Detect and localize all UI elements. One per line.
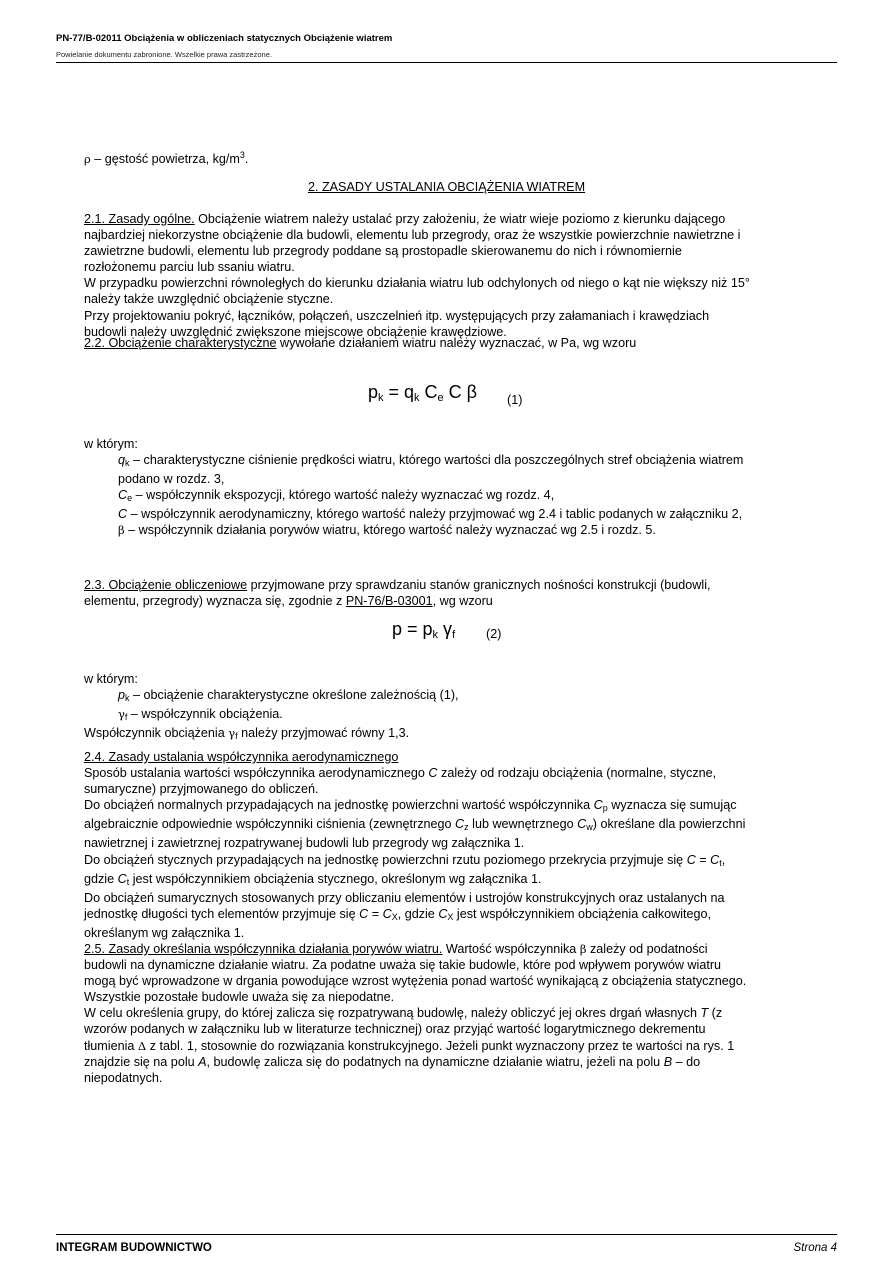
text-line <box>84 1038 824 1054</box>
text-run: mogą być wprowadzone w drgania powodujące wzrost wytężenia ponad wartość wynikającą z obciążenia statycznego. <box>84 974 747 989</box>
section-2-1 <box>84 211 824 340</box>
text-line <box>84 749 824 765</box>
text-run: z <box>464 822 469 833</box>
page-number: Strona 4 <box>793 1242 837 1254</box>
text-line <box>84 308 824 324</box>
formula-symbol: C β <box>443 382 478 402</box>
text-line <box>84 852 824 871</box>
text-run: jest współczynnikiem obciążenia całkowitego, <box>453 906 712 921</box>
text-run: q <box>118 453 126 468</box>
text-run: – współczynnik aerodynamiczny, którego wartość należy przyjmować wg 2.4 i tablic podanych w załączniku 2, <box>127 507 743 522</box>
text-run: C <box>577 817 587 832</box>
text-run: , <box>721 852 726 867</box>
text-run: γ <box>228 726 236 741</box>
text-run: jest współczynnikiem obciążenia stycznego, określonym wg załącznika 1. <box>129 871 542 886</box>
text-run: zależy od rodzaju obciążenia (normalne, styczne, <box>437 766 717 781</box>
text-run: – współczynnik obciążenia. <box>127 707 283 722</box>
text-run: algebraicznie odpowiednie współczynniki ciśnienia (zewnętrznego <box>84 817 456 832</box>
text-run: , budowlę zalicza się do podatnych na dynamiczne działanie wiatru, jeżeli na polu <box>206 1054 664 1069</box>
footer-publisher: INTEGRAM BUDOWNICTWO <box>56 1242 212 1254</box>
text-run: należy przyjmować równy 1,3. <box>237 726 410 741</box>
text-line <box>84 335 824 351</box>
text-run: C <box>455 817 465 832</box>
underlined-text: 2.2. Obciążenie charakterystyczne <box>84 336 277 350</box>
section-2-4 <box>84 749 824 941</box>
text-run: B <box>663 1054 673 1069</box>
text-run: lub wewnętrznego <box>468 817 578 832</box>
text-run: t <box>719 857 722 868</box>
text-line <box>84 925 824 941</box>
text-run: β <box>118 523 125 538</box>
formula-symbol: q <box>404 382 415 402</box>
text-run: – współczynnik działania porywów wiatru, którego wartość należy wyznaczać wg 2.5 i rozdz. 5. <box>124 523 656 538</box>
text-line <box>84 973 824 989</box>
formula-subscript: e <box>437 392 444 404</box>
text-run: znajdzie się na polu <box>84 1054 199 1069</box>
formula-symbol: C <box>419 382 438 402</box>
text-run: p <box>602 803 608 814</box>
text-line <box>84 577 824 593</box>
text-line <box>84 211 824 227</box>
text-run: Δ <box>137 1038 147 1053</box>
section-2-3 <box>84 577 824 609</box>
underlined-text: PN-76/B-03001 <box>345 594 433 609</box>
header-title: PN-77/B-02011 Obciążenia w obliczeniach statycznych Obciążenie wiatrem <box>56 33 393 44</box>
text-run: podano w rozdz. 3, <box>118 472 225 487</box>
text-run: . <box>244 152 249 166</box>
text-run: C <box>686 852 696 867</box>
underlined-text: 2.5. Zasady określania współczynnika działania porywów wiatru. <box>84 942 443 956</box>
formula-1-legend <box>84 436 824 539</box>
text-run: 3 <box>239 150 245 160</box>
text-line <box>84 471 824 487</box>
formula-2 <box>392 619 455 641</box>
equation-number-1: (1) <box>507 393 523 407</box>
text-line <box>84 243 824 259</box>
text-run: sumaryczne) przyjmowanego do obliczeń. <box>84 782 319 797</box>
text-run: Przy projektowaniu pokryć, łączników, połączeń, uszczelnień itp. występujących przy załamaniach i krawędziach <box>84 308 710 323</box>
text-line <box>84 941 824 957</box>
text-line <box>84 871 824 890</box>
text-run: Wszystkie pozostałe budowle uważa się za niepodatne. <box>84 990 395 1005</box>
text-run: budowli na dynamiczne działanie wiatru. Za podatne uważa się takie budowle, które pod wpływem porywów wiatru <box>84 958 722 973</box>
text-line <box>84 835 824 851</box>
text-line <box>84 816 824 835</box>
section-2-5 <box>84 941 824 1086</box>
text-run: przyjmowane przy sprawdzaniu stanów granicznych nośności konstrukcji (budowli, <box>247 578 711 592</box>
text-run: γ <box>118 707 125 722</box>
text-run: k <box>125 458 130 469</box>
text-line <box>84 227 824 243</box>
formula-subscript: k <box>414 392 420 404</box>
text-run: Do obciążeń stycznych przypadających na jednostkę powierzchni rzutu poziomego przekrycia przyjmuje się <box>84 852 687 867</box>
text-run: k <box>125 693 130 704</box>
text-line <box>84 275 824 291</box>
text-line <box>84 291 824 307</box>
formula-subscript: f <box>452 629 456 641</box>
underlined-text: 2.3. Obciążenie obliczeniowe <box>84 578 248 592</box>
text-line <box>84 147 824 167</box>
text-run: określanym wg załącznika 1. <box>84 925 245 940</box>
text-run: W celu określenia grupy, do której zalicza się rozpatrywaną budowlę, należy obliczyć jej okres drgań własnych <box>84 1006 701 1021</box>
rho-definition <box>84 147 824 167</box>
text-run: ρ <box>84 152 91 166</box>
formula-symbol: p <box>392 619 403 639</box>
text-run: , wg wzoru <box>432 594 493 609</box>
text-run: C <box>438 906 448 921</box>
text-line <box>84 259 824 275</box>
text-run: X <box>391 911 398 922</box>
formula-symbol: p <box>368 382 379 402</box>
header-divider <box>56 62 837 63</box>
text-run: C <box>710 852 720 867</box>
text-run: tłumienia <box>84 1038 138 1053</box>
formula-symbol: p <box>422 619 433 639</box>
text-run: , gdzie <box>397 906 439 921</box>
section-heading: 2. ZASADY USTALANIA OBCIĄŻENIA WIATREM <box>307 180 586 194</box>
text-run: – gęstość powietrza, kg/m <box>90 152 240 166</box>
underlined-text: 2.1. Zasady ogólne. <box>84 212 195 226</box>
text-run: – obciążenie charakterystyczne określone zależnością (1), <box>129 688 459 703</box>
text-line <box>84 687 824 706</box>
footer-divider <box>56 1234 837 1235</box>
formula-operator: = <box>402 619 423 639</box>
text-run: nawietrznej i zawietrznej rozpatrywanej budowli lub przegrody wg załącznika 1. <box>84 836 525 851</box>
text-run: T <box>700 1006 709 1021</box>
text-run: f <box>124 712 128 723</box>
text-line <box>84 989 824 1005</box>
text-run: e <box>127 493 133 504</box>
underlined-text: 2.4. Zasady ustalania współczynnika aerodynamicznego <box>84 750 399 764</box>
text-run: = <box>368 906 383 921</box>
text-run: gdzie <box>84 871 118 886</box>
text-line <box>84 906 824 925</box>
header-subtitle: Powielanie dokumentu zabronione. Wszelkie prawa zastrzeżone. <box>56 50 272 59</box>
text-run: C <box>382 906 392 921</box>
text-line <box>84 593 824 609</box>
text-run: Wartość współczynnika <box>442 942 580 956</box>
text-run: = <box>695 852 711 867</box>
text-run: C <box>593 798 603 813</box>
text-run: t <box>126 876 130 887</box>
text-line <box>84 436 824 452</box>
text-run: niepodatnych. <box>84 1070 163 1085</box>
text-line <box>84 781 824 797</box>
text-run: Współczynnik obciążenia <box>84 726 229 741</box>
text-run: β <box>579 942 587 956</box>
text-line <box>84 797 824 816</box>
text-run: rozłożonemu parciu lub ssaniu wiatru. <box>84 260 295 275</box>
formula-symbol: γ <box>438 619 453 639</box>
text-run: Obciążenie wiatrem należy ustalać przy założeniu, że wiatr wieje poziomo z kierunku dającego <box>194 212 726 226</box>
text-run: f <box>235 731 238 742</box>
text-run: A <box>198 1054 207 1069</box>
text-line <box>84 1021 824 1037</box>
text-line <box>84 506 824 522</box>
text-line <box>84 671 824 687</box>
text-run: wyznacza się sumując <box>607 798 737 813</box>
section-2-2 <box>84 335 824 351</box>
text-line <box>84 957 824 973</box>
text-run: C <box>117 871 127 886</box>
text-line <box>84 487 824 506</box>
text-run: X <box>447 911 454 922</box>
text-run: budowli należy uwzględnić zwiększone miejscowe obciążenie krawędziowe. <box>84 324 507 339</box>
text-line <box>84 1070 824 1086</box>
text-line <box>84 522 824 538</box>
formula-2-legend <box>84 671 824 744</box>
text-run: w którym: <box>84 672 138 686</box>
formula-operator: = <box>383 382 405 402</box>
formula-subscript: k <box>432 629 439 641</box>
text-run: C <box>118 488 128 503</box>
text-line <box>84 765 824 781</box>
equation-number-2: (2) <box>486 627 502 641</box>
text-run: w <box>586 822 593 833</box>
text-run: C <box>428 766 438 781</box>
text-run: w którym: <box>84 437 138 451</box>
text-run: W przypadku powierzchni równoległych do kierunku działania wiatru lub odchylonych od niego o kąt nie większy niż 15° <box>84 276 750 291</box>
text-run: jednostkę długości tych elementów przyjmuje się <box>84 906 360 921</box>
text-run: – do <box>672 1054 701 1069</box>
text-line <box>84 890 824 906</box>
text-run: – współczynnik ekspozycji, którego wartość należy wyznaczać wg rozdz. 4, <box>132 488 555 503</box>
text-line <box>84 1005 824 1021</box>
text-run: Sposób ustalania wartości współczynnika aerodynamicznego <box>84 766 429 781</box>
text-run: Do obciążeń sumarycznych stosowanych przy obliczaniu elementów i ustrojów konstrukcyjnych oraz ustalanych na <box>84 890 725 905</box>
text-run: najbardziej niekorzystne obciążenie dla budowli, elementu lub przegrody, oraz że wszystkie powierzchnie nawietrzne i <box>84 228 741 243</box>
formula-subscript: k <box>378 392 384 404</box>
text-line <box>84 452 824 471</box>
text-run: zawietrzne budowli, elementu lub przegrody poddane są prostopadle skierowanemu do nich i równomiernie <box>84 244 682 259</box>
text-line <box>84 1054 824 1070</box>
text-run: p <box>118 688 126 703</box>
text-line <box>84 725 824 744</box>
text-run: Do obciążeń normalnych przypadających na jednostkę powierzchni wartość współczynnika <box>84 798 594 813</box>
text-run: elementu, przegrody) wyznacza się, zgodnie z <box>84 594 346 609</box>
text-run: należy także uwzględnić obciążenie styczne. <box>84 292 334 307</box>
text-run: wzorów podanych w załączniku lub w literaturze technicznej) oraz przyjąć wartość logarytmicznego dekrementu <box>84 1022 706 1037</box>
text-run: – charakterystyczne ciśnienie prędkości wiatru, którego wartości dla poszczególnych stref obciążenia wiatrem <box>129 453 744 468</box>
text-run: zależy od podatności <box>586 942 708 956</box>
text-run: ) określane dla powierzchni <box>592 817 746 832</box>
text-run: wywołane działaniem wiatru należy wyznaczać, w Pa, wg wzoru <box>276 336 637 350</box>
text-line <box>84 706 824 725</box>
text-run: z tabl. 1, stosownie do rozwiązania konstrukcyjnego. Jeżeli punkt wyznaczony przez te wartości na rys. 1 <box>146 1038 735 1053</box>
text-run: C <box>118 507 128 522</box>
text-run: (z <box>708 1006 723 1021</box>
formula-1 <box>368 382 477 404</box>
text-run: C <box>359 906 369 921</box>
